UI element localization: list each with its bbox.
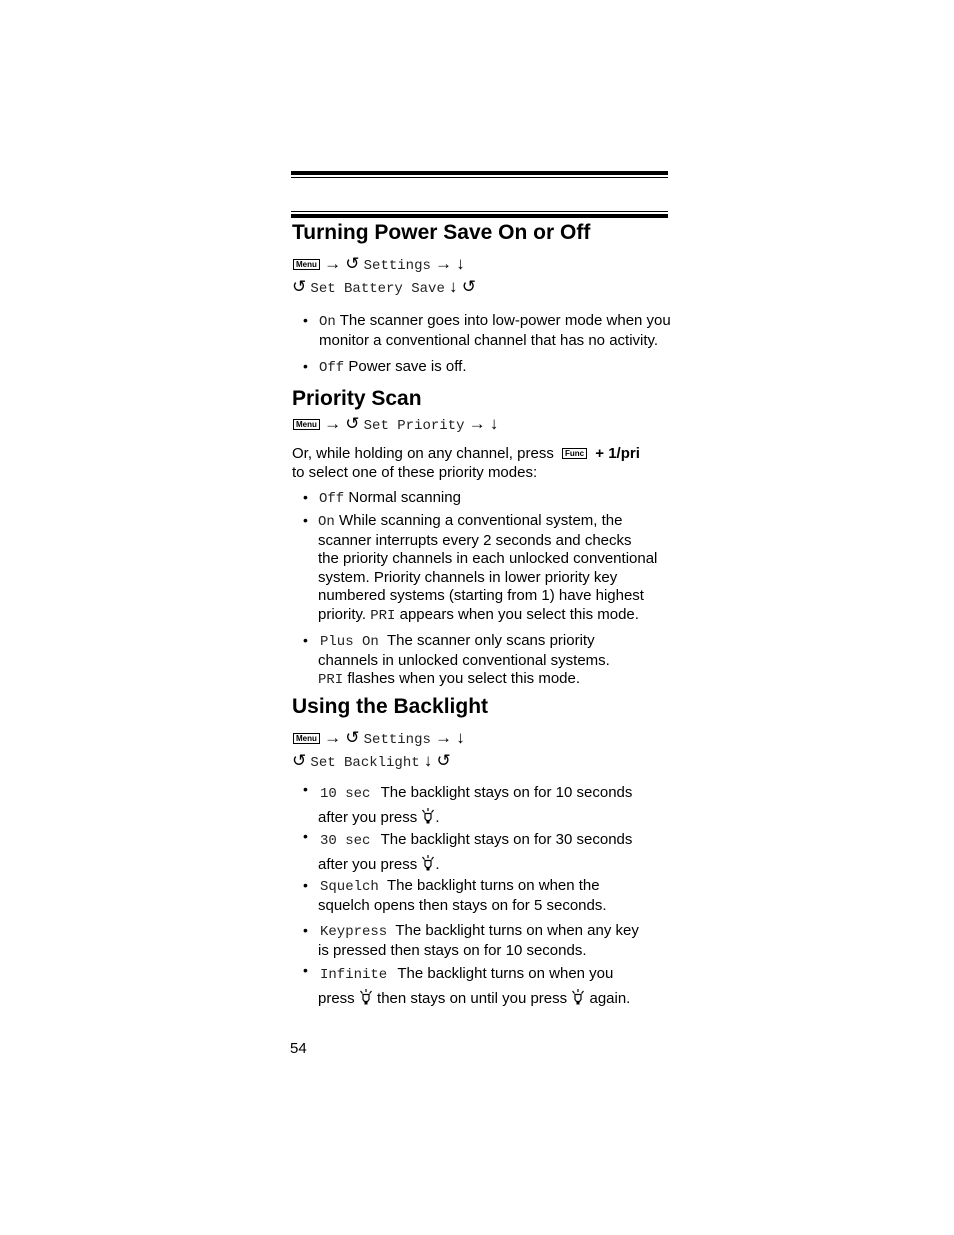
heading-using-backlight: Using the Backlight bbox=[292, 695, 489, 718]
bullet: • bbox=[303, 828, 308, 844]
light-key-icon bbox=[571, 989, 585, 1005]
bullet: • bbox=[303, 922, 308, 938]
intro-text: to select one of these priority modes: bbox=[292, 463, 538, 481]
menu-key: Menu bbox=[293, 733, 320, 744]
option-code: Off bbox=[319, 360, 345, 376]
power-option-off bbox=[319, 358, 467, 378]
priority-nav-line-1 bbox=[293, 415, 498, 436]
intro-text: Or, while holding on any channel, press bbox=[292, 445, 554, 462]
menu-item-set-battery-save: Set Battery Save bbox=[310, 281, 445, 297]
option-code: Keypress bbox=[320, 924, 388, 940]
rotate-icon: ↺ bbox=[292, 277, 307, 296]
option-code: Squelch bbox=[320, 879, 379, 895]
backlight-option-infinite bbox=[318, 962, 630, 1010]
option-text: The backlight turns on when any key bbox=[395, 922, 639, 939]
rotate-icon: ↺ bbox=[461, 277, 476, 296]
option-text: squelch opens then stays on for 5 seconds. bbox=[318, 896, 607, 914]
option-text: scanner interrupts every 2 seconds and checks bbox=[318, 531, 632, 549]
option-text: after you press bbox=[318, 809, 418, 826]
menu-item-settings: Settings bbox=[363, 732, 431, 748]
bullet: • bbox=[303, 489, 308, 505]
menu-item-settings: Settings bbox=[363, 258, 431, 274]
option-text: after you press bbox=[318, 856, 418, 873]
option-text: . bbox=[435, 856, 440, 873]
bullet: • bbox=[303, 512, 308, 528]
plus-sign: + bbox=[595, 445, 605, 462]
option-code: Off bbox=[319, 491, 345, 507]
option-text: The backlight stays on for 10 seconds bbox=[380, 784, 633, 801]
arrow-right-icon: → bbox=[435, 728, 453, 747]
option-text: The scanner only scans priority bbox=[386, 632, 595, 649]
option-text: monitor a conventional channel that has no activity. bbox=[319, 331, 659, 349]
backlight-option-10sec bbox=[318, 781, 632, 829]
arrow-down-icon: ↓ bbox=[456, 254, 465, 273]
rotate-icon: ↺ bbox=[345, 414, 360, 433]
menu-key: Menu bbox=[293, 259, 320, 270]
rotate-icon: ↺ bbox=[345, 728, 360, 747]
pri-indicator: PRI bbox=[370, 607, 396, 624]
option-text: the priority channels in each unlocked conventional bbox=[318, 550, 658, 567]
section-rule bbox=[291, 211, 668, 219]
arrow-down-icon: ↓ bbox=[449, 277, 458, 296]
arrow-right-icon: → bbox=[324, 254, 342, 273]
menu-item-set-priority: Set Priority bbox=[363, 418, 465, 434]
option-text: is pressed then stays on for 10 seconds. bbox=[318, 941, 587, 959]
arrow-down-icon: ↓ bbox=[456, 728, 465, 747]
option-text: The backlight turns on when the bbox=[386, 877, 600, 894]
option-text: The scanner goes into low-power mode when you bbox=[339, 312, 671, 329]
option-text: then stays on until you press bbox=[377, 990, 568, 1007]
top-rule bbox=[291, 171, 668, 178]
priority-intro bbox=[292, 445, 640, 482]
option-code: On bbox=[319, 314, 336, 330]
option-code: 10 sec bbox=[320, 786, 371, 802]
arrow-down-icon: ↓ bbox=[423, 751, 433, 770]
option-code: Infinite bbox=[320, 967, 388, 983]
arrow-right-icon: → bbox=[468, 414, 486, 433]
bullet: • bbox=[303, 781, 308, 797]
light-key-icon bbox=[421, 808, 435, 824]
backlight-option-keypress bbox=[318, 922, 639, 960]
backlight-option-30sec bbox=[318, 828, 632, 876]
arrow-right-icon: → bbox=[324, 728, 342, 747]
menu-key: Menu bbox=[293, 419, 320, 430]
light-key-icon bbox=[421, 855, 435, 871]
option-code: On bbox=[318, 514, 335, 530]
option-code: Plus On bbox=[320, 634, 379, 650]
key-1-pri: 1/pri bbox=[608, 445, 640, 462]
backlight-nav-line-2 bbox=[292, 752, 451, 773]
bullet: • bbox=[303, 312, 308, 328]
option-text: . bbox=[435, 809, 440, 826]
power-nav-line-1 bbox=[293, 255, 465, 276]
option-text: press bbox=[318, 990, 355, 1007]
bullet: • bbox=[303, 632, 308, 648]
page-number: 54 bbox=[290, 1040, 307, 1057]
heading-priority-scan: Priority Scan bbox=[292, 387, 422, 410]
option-text: Normal scanning bbox=[348, 489, 461, 506]
menu-item-set-backlight: Set Backlight bbox=[310, 755, 420, 771]
light-key-icon bbox=[359, 989, 373, 1005]
option-text: While scanning a conventional system, the bbox=[338, 512, 623, 529]
backlight-option-squelch bbox=[318, 877, 607, 915]
bullet: • bbox=[303, 877, 308, 893]
power-nav-line-2 bbox=[292, 278, 476, 299]
arrow-down-icon: ↓ bbox=[489, 414, 499, 433]
bullet: • bbox=[303, 962, 308, 978]
heading-power-save: Turning Power Save On or Off bbox=[292, 221, 591, 244]
bullet: • bbox=[303, 358, 308, 374]
option-text: system. Priority channels in lower priority key bbox=[318, 568, 618, 586]
priority-option-on bbox=[318, 512, 657, 625]
pri-indicator: PRI bbox=[318, 672, 344, 688]
rotate-icon: ↺ bbox=[345, 254, 360, 273]
priority-option-plus-on bbox=[318, 632, 610, 690]
rotate-icon: ↺ bbox=[436, 751, 451, 770]
rotate-icon: ↺ bbox=[292, 751, 307, 770]
arrow-right-icon: → bbox=[435, 254, 453, 273]
option-text: appears when you select this mode. bbox=[399, 605, 639, 623]
arrow-right-icon: → bbox=[324, 414, 342, 433]
option-text: again. bbox=[589, 990, 631, 1007]
option-text: Power save is off. bbox=[348, 358, 467, 375]
option-text: numbered systems (starting from 1) have highest bbox=[318, 587, 644, 604]
option-text: flashes when you select this mode. bbox=[347, 670, 581, 687]
option-text: The backlight stays on for 30 seconds bbox=[380, 831, 633, 848]
option-text: channels in unlocked conventional systems. bbox=[318, 651, 610, 669]
power-option-on bbox=[319, 312, 671, 350]
option-text: priority. bbox=[318, 605, 367, 623]
option-text: The backlight turns on when you bbox=[397, 965, 614, 982]
func-key: Func bbox=[562, 448, 587, 459]
backlight-nav-line-1 bbox=[293, 729, 465, 750]
option-code: 30 sec bbox=[320, 833, 371, 849]
priority-option-off bbox=[319, 489, 461, 509]
